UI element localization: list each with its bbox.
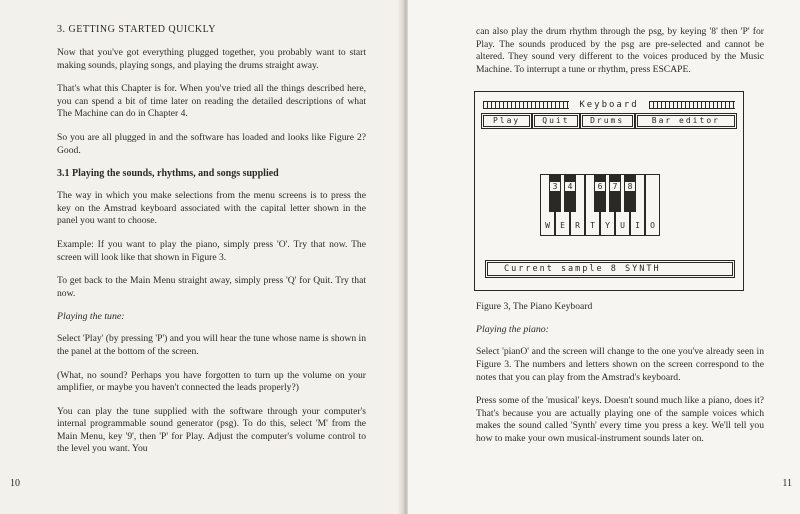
paragraph: Example: If you want to play the piano, simply press 'O'. Try that now. The screen will look like that shown in Figure 3. [57, 238, 366, 263]
right-page [408, 0, 800, 514]
black-key: 8 [624, 174, 636, 212]
figure-header [483, 100, 735, 110]
piano-keyboard [540, 174, 666, 238]
white-key: T [585, 174, 600, 236]
figure-caption: Figure 3, The Piano Keyboard [476, 301, 593, 313]
figure-menu [483, 115, 735, 127]
paragraph: You can play the tune supplied with the software through your computer's internal programmable sound generator (psg). To do this, select 'M' from the Main Menu, key '9', then 'P' for Play. Adjust the computer's volume control to the level you want. You [57, 405, 366, 455]
paragraph: (What, no sound? Perhaps you have forgotten to turn up the volume on your amplifier, or maybe you haven't connected the leads properly?) [57, 369, 366, 394]
menu-bar-editor: Bar editor [637, 115, 735, 127]
paragraph: That's what this Chapter is for. When you've tried all the things described here, you can spend a bit of time later on reading the detailed descriptions of what The Machine can do in Chapter 4. [57, 83, 366, 120]
paragraph: The way in which you make selections from the menu screens is to press the key on the Amstrad keyboard associated with the capital letter shown in the panel you want to choose. [57, 190, 366, 227]
subheading: Playing the tune: [57, 311, 125, 323]
white-key: W [540, 174, 555, 236]
white-key: E [555, 174, 570, 236]
paragraph: Now that you've got everything plugged together, you probably want to start making sounds, playing songs, and playing the drums straight away. [57, 47, 366, 71]
menu-quit: Quit [534, 115, 577, 127]
black-key: 3 [549, 174, 561, 212]
menu-drums: Drums [582, 115, 633, 127]
black-key: 7 [609, 174, 621, 212]
paragraph: Select 'Play' (by pressing 'P') and you will hear the tune whose name is shown in the panel at the bottom of the screen. [57, 333, 366, 357]
black-key: 6 [594, 174, 606, 212]
page-number: 10 [10, 478, 20, 489]
subheading: Playing the piano: [476, 324, 549, 336]
figure-piano-keyboard [474, 91, 744, 291]
white-key: Y [600, 174, 615, 236]
section-heading: 3.1 Playing the sounds, rhythms, and songs supplied [57, 168, 279, 180]
paragraph: So you are all plugged in and the software has loaded and looks like Figure 2? Good. [57, 131, 366, 156]
menu-play: Play [483, 115, 530, 127]
white-key: R [570, 174, 585, 236]
decorative-bar [649, 101, 735, 109]
current-sample-status: Current sample 8 SYNTH [487, 262, 733, 276]
white-key: U [615, 174, 630, 236]
figure-screen-title: Keyboard [579, 100, 639, 111]
paragraph: To get back to the Main Menu straight away, simply press 'Q' for Quit. Try that now. [57, 275, 366, 299]
black-key: 4 [564, 174, 576, 212]
white-key: I [630, 174, 645, 236]
white-key: O [645, 174, 660, 236]
paragraph: Select 'pianO' and the screen will change to the one you've already seen in Figure 3. The numbers and letters shown on the screen correspond to the notes that you can play from the Amstrad's keyboard. [476, 346, 764, 383]
chapter-heading: 3. GETTING STARTED QUICKLY [57, 24, 216, 35]
decorative-bar [483, 101, 569, 109]
paragraph: Press some of the 'musical' keys. Doesn't sound much like a piano, does it? That's because you are actually playing one of the sample voices which makes the sound called 'Synth' every time you press a key. We'll tell you how to make your own musical-instrument sounds later on. [476, 395, 764, 444]
page-number: 11 [782, 478, 792, 489]
paragraph: can also play the drum rhythm through the psg, by keying '8' then 'P' for Play. The sounds produced by the psg are pre-selected and cannot be altered. They sound very different to the voices produced by the Music Machine. To interrupt a tune or rhythm, press ESCAPE. [476, 26, 764, 75]
